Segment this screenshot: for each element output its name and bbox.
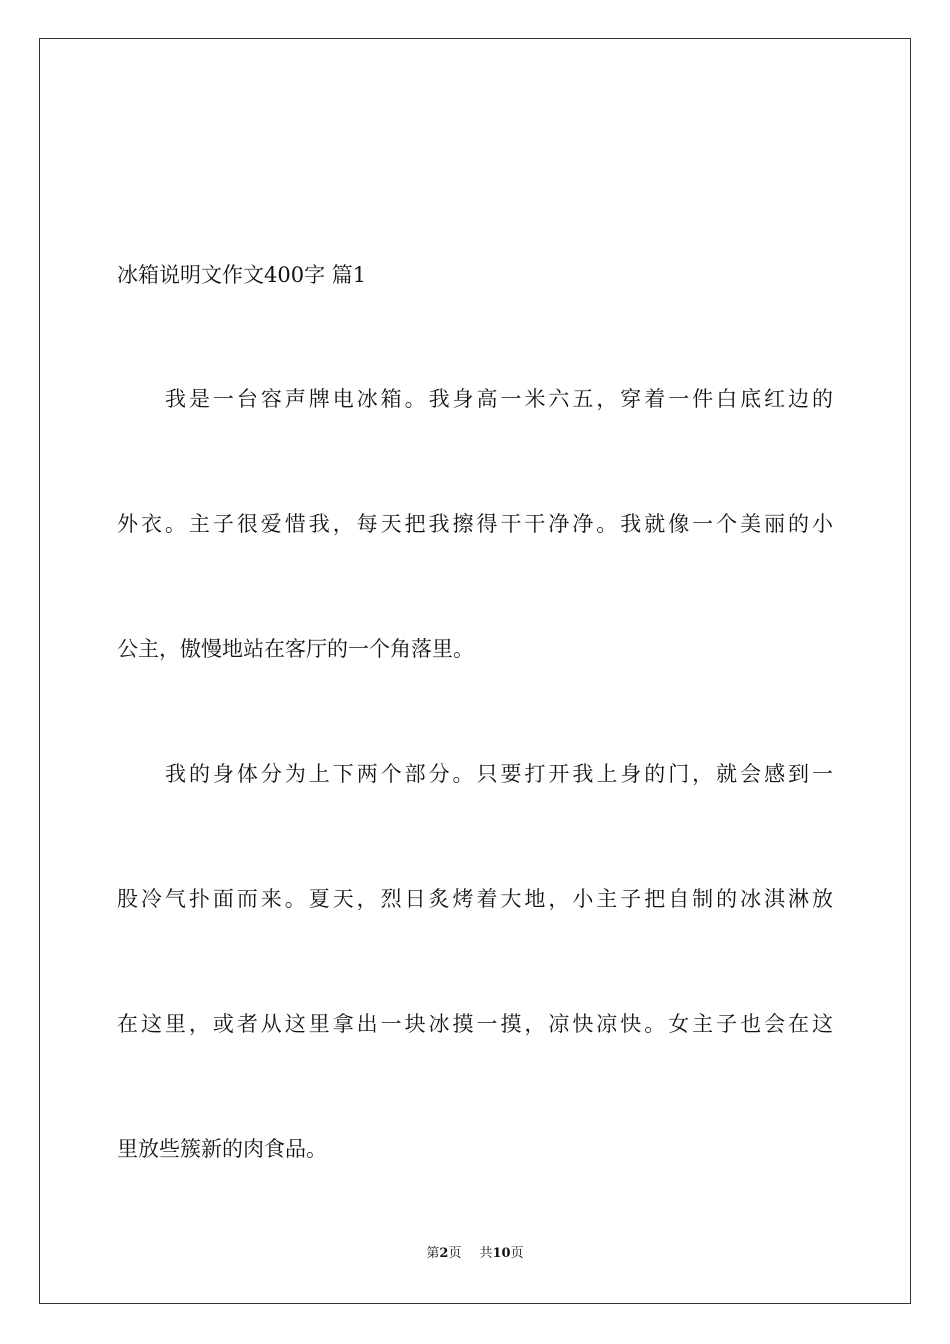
paragraph-line: 我是一台容声牌电冰箱。我身高一米六五，穿着一件白底红边的 xyxy=(165,387,833,411)
total-suffix: 页 xyxy=(510,1246,524,1261)
paragraph-line: 股冷气扑面而来。夏天，烈日炙烤着大地，小主子把自制的冰淇淋放 xyxy=(117,887,833,911)
page-number: 2 xyxy=(439,1246,449,1261)
total-prefix: 共 xyxy=(479,1246,493,1261)
paragraph-line: 里放些簇新的肉食品。 xyxy=(117,1137,327,1161)
paragraph-line: 公主，傲慢地站在客厅的一个角落里。 xyxy=(117,637,474,661)
page-suffix: 页 xyxy=(448,1246,462,1261)
page-prefix: 第 xyxy=(426,1246,440,1261)
paragraph-line: 我的身体分为上下两个部分。只要打开我上身的门，就会感到一 xyxy=(165,762,833,786)
total-pages: 10 xyxy=(492,1246,511,1261)
paragraph-line: 在这里，或者从这里拿出一块冰摸一摸，凉快凉快。女主子也会在这 xyxy=(117,1012,833,1036)
page-border xyxy=(39,38,911,1304)
page-footer xyxy=(0,1245,950,1263)
paragraph-line: 外衣。主子很爱惜我，每天把我擦得干干净净。我就像一个美丽的小 xyxy=(117,512,833,536)
document-title: 冰箱说明文作文400字 篇1 xyxy=(117,263,367,287)
